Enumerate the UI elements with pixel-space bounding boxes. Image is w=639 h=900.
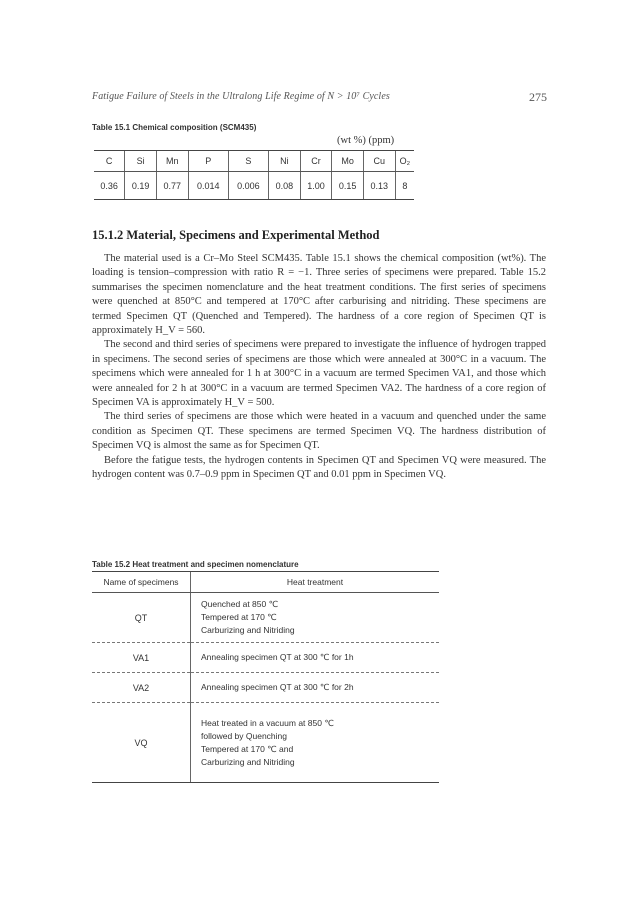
table1-header-cell: Cr (300, 151, 332, 172)
treatment-line: followed by Quenching (201, 730, 288, 741)
table1-value-cell: 0.77 (156, 172, 188, 200)
table1-value-cell: 0.006 (228, 172, 268, 200)
table1-header-cell: P (188, 151, 228, 172)
table1-value-cell: 0.08 (269, 172, 301, 200)
table1-header-cell: S (228, 151, 268, 172)
table1-caption-label: Table 15.1 (92, 123, 131, 132)
section-title: 15.1.2 Material, Specimens and Experimental Method (92, 228, 380, 242)
table1-header-cell: Mn (156, 151, 188, 172)
paragraph: Before the fatigue tests, the hydrogen contents in Specimen QT and Specimen VQ were measured. The hydrogen content was 0.7–0.9 ppm in Specimen QT and 0.01 ppm in Specimen VQ. (92, 454, 546, 481)
treatment-line: Carburizing and Nitriding (201, 625, 295, 635)
table1-value-cell: 0.014 (188, 172, 228, 200)
table2-caption-text: Heat treatment and specimen nomenclature (132, 560, 299, 569)
table2-header-treatment: Heat treatment (191, 572, 440, 593)
table1-header-cell: Mo (332, 151, 364, 172)
table1-header-cell: Si (125, 151, 157, 172)
treatment-line: Annealing specimen QT at 300 ℃ for 2h (201, 682, 354, 692)
table1-caption-text: Chemical composition (SCM435) (132, 123, 257, 132)
chemical-composition-table (94, 150, 414, 200)
specimen-name: VA2 (92, 673, 191, 703)
heat-treatment-cell (191, 703, 440, 783)
treatment-line: Tempered at 170 ℃ and (201, 743, 294, 754)
body-text (92, 252, 546, 483)
paragraph: The material used is a Cr–Mo Steel SCM435. Table 15.1 shows the chemical composition (wt%). The loading is tension–compression with ratio R = −1. Three series of specimens were prepared. Table 15.2 summarises the specimen nomenclature and the heat treatment conditions. The first series of specimens were quenched at 850°C and tempered at 170°C after carburising and nitriding. These specimens are termed Specimen QT (Quenched and Tempered). The hardness of a core region of Specimen QT is approximately H_V = 560. (92, 253, 546, 337)
table2-header-name: Name of specimens (92, 572, 191, 593)
specimen-name: VQ (92, 703, 191, 783)
heat-treatment-cell (191, 643, 440, 673)
table1-value-cell: 0.36 (94, 172, 125, 200)
treatment-line: Heat treated in a vacuum at 850 ℃ (201, 717, 334, 728)
table1-value-cell: 8 (395, 172, 414, 200)
table2-caption-label: Table 15.2 (92, 560, 131, 569)
heat-treatment-cell (191, 673, 440, 703)
table1-value-cell: 0.19 (125, 172, 157, 200)
table1-value-cell: 1.00 (300, 172, 332, 200)
paragraph: The second and third series of specimens were prepared to investigate the influence of hydrogen trapped in specimens. The second series of specimens are those which were annealed at 300°C in a vacuum. The specimens which were annealed for 1 h at 300°C in a vacuum are termed Specimen VA1, and those which were annealed for 2 h at 300°C in a vacuum are termed Specimen VA2. The hardness of a core region of Specimen VA is approximately H_V = 500. (92, 339, 546, 409)
table1-value-cell: 0.13 (363, 172, 395, 200)
page-number: 275 (529, 90, 547, 104)
heat-treatment-cell (191, 593, 440, 643)
table1-header-cell: O₂ (395, 151, 414, 172)
treatment-line: Quenched at 850 ℃ (201, 599, 279, 609)
table1-header-cell: Ni (269, 151, 301, 172)
table1-units: (wt %) (ppm) (337, 135, 395, 146)
table1-value-cell: 0.15 (332, 172, 364, 200)
specimen-name: VA1 (92, 643, 191, 673)
treatment-line: Annealing specimen QT at 300 ℃ for 1h (201, 652, 354, 662)
table1-caption (92, 123, 256, 132)
table2-caption (92, 560, 299, 569)
treatment-line: Carburizing and Nitriding (201, 756, 295, 767)
paragraph: The third series of specimens are those which were heated in a vacuum and quenched under the same condition as Specimen QT. These specimens are termed Specimen VQ. The hardness distribution of Specimen VQ is almost the same as for Specimen QT. (92, 411, 546, 452)
running-head: Fatigue Failure of Steels in the Ultralong Life Regime of N > 10⁷ Cycles (92, 91, 390, 102)
treatment-line: Tempered at 170 ℃ (201, 612, 277, 622)
table1-header-cell: C (94, 151, 125, 172)
heat-treatment-table (92, 571, 439, 783)
table1-header-cell: Cu (363, 151, 395, 172)
specimen-name: QT (92, 593, 191, 643)
